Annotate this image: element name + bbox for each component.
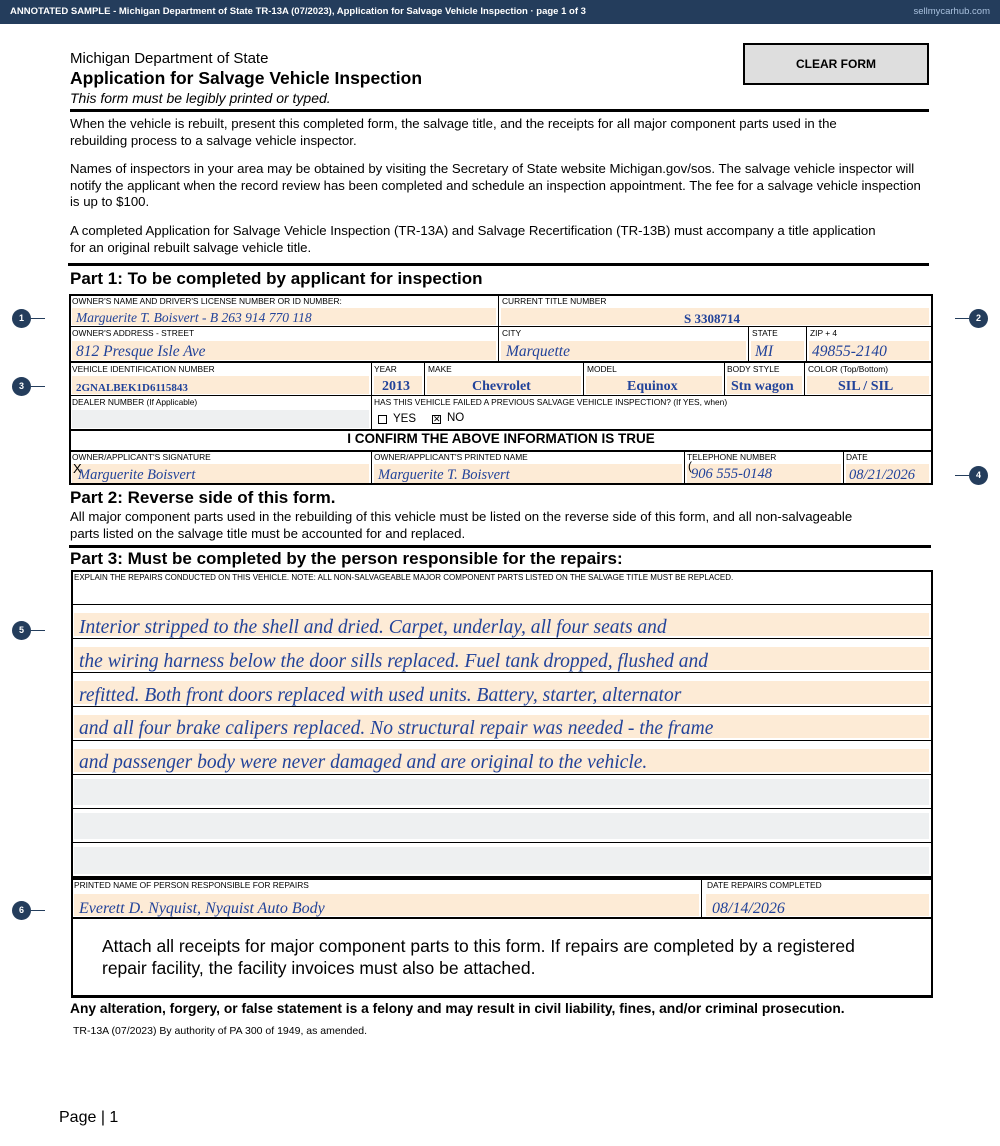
part1-rule xyxy=(68,263,929,266)
annotation-marker-4: 4 xyxy=(969,466,988,485)
vin-label: VEHICLE IDENTIFICATION NUMBER xyxy=(72,364,215,374)
title-number-label: CURRENT TITLE NUMBER xyxy=(502,296,607,306)
clear-form-button[interactable]: CLEAR FORM xyxy=(743,43,929,85)
printed-name-value: Marguerite T. Boisvert xyxy=(378,467,510,483)
telephone-value: 906 555-0148 xyxy=(691,466,772,482)
repair-line-1: Interior stripped to the shell and dried. Carpet, underlay, all four seats and xyxy=(79,617,667,638)
form-subtitle: This form must be legibly printed or typed. xyxy=(70,90,331,106)
repair-line-5: and passenger body were never damaged and are original to the vehicle. xyxy=(79,752,648,773)
year-value: 2013 xyxy=(382,379,410,394)
repair-line-8-field[interactable] xyxy=(74,847,929,874)
state-label: STATE xyxy=(752,328,778,338)
body-style-value: Stn wagon xyxy=(731,379,794,394)
address-value: 812 Presque Isle Ave xyxy=(76,343,206,360)
repair-line-4: and all four brake calipers replaced. No structural repair was needed - the frame xyxy=(79,718,714,739)
signature-label: OWNER/APPLICANT'S SIGNATURE xyxy=(72,452,211,462)
no-checkbox[interactable]: ✕ xyxy=(433,414,441,424)
make-label: MAKE xyxy=(428,364,452,374)
repair-line-6-field[interactable] xyxy=(74,779,929,805)
intro-paragraph-2: Names of inspectors in your area may be obtained by visiting the Secretary of State website Michigan.gov/sos. The salvage vehicle inspector will notify the applicant when the record review has been completed and schedule an inspection appointment. The fee for a salvage vehicle inspection is up to $100. xyxy=(70,161,921,209)
signature-value: Marguerite Boisvert xyxy=(78,467,196,483)
city-label: CITY xyxy=(502,328,522,338)
yes-label: YES xyxy=(393,413,417,425)
header-rule xyxy=(70,109,929,112)
model-value: Equinox xyxy=(627,379,678,394)
intro-paragraph-1: When the vehicle is rebuilt, present this completed form, the salvage title, and the receipts for all major component parts used in the rebuilding process to a salvage vehicle inspector. xyxy=(70,116,837,148)
printed-name-label: OWNER/APPLICANT'S PRINTED NAME xyxy=(374,452,528,462)
responsible-label: PRINTED NAME OF PERSON RESPONSIBLE FOR REPAIRS xyxy=(74,880,309,890)
no-label: NO xyxy=(447,412,465,424)
annotation-marker-3: 3 xyxy=(12,377,31,396)
zip-label: ZIP + 4 xyxy=(810,328,838,338)
yes-checkbox[interactable] xyxy=(378,415,387,424)
telephone-label: TELEPHONE NUMBER xyxy=(687,452,777,462)
annotation-marker-6: 6 xyxy=(12,901,31,920)
explain-label: EXPLAIN THE REPAIRS CONDUCTED ON THIS VEHICLE. NOTE: ALL NON-SALVAGEABLE MAJOR COMPONENT PARTS LISTED ON THE SALVAGE TITLE MUST BE REPLACED. xyxy=(74,573,734,582)
failed-question-label: HAS THIS VEHICLE FAILED A PREVIOUS SALVAGE VEHICLE INSPECTION? (If YES, when) xyxy=(374,397,728,407)
repair-line-7-field[interactable] xyxy=(74,813,929,839)
attach-notice: Attach all receipts for major component parts to this form. If repairs are completed by a registered repair facility, the facility invoices must also be attached. xyxy=(102,936,855,978)
annotation-marker-1: 1 xyxy=(12,309,31,328)
dealer-label: DEALER NUMBER (If Applicable) xyxy=(72,397,198,407)
intro-paragraph-3: A completed Application for Salvage Vehicle Inspection (TR-13A) and Salvage Recertification (TR-13B) must accompany a title application for an original rebuilt salvage vehicle title. xyxy=(70,223,876,255)
color-label: COLOR (Top/Bottom) xyxy=(808,364,889,374)
vin-value: 2GNALBEK1D6115843 xyxy=(76,382,188,394)
banner-source: sellmycarhub.com xyxy=(913,6,990,17)
model-label: MODEL xyxy=(587,364,617,374)
signature-x: X xyxy=(73,461,82,476)
state-value: MI xyxy=(755,343,774,360)
date-value: 08/21/2026 xyxy=(849,467,916,483)
zip-value: 49855-2140 xyxy=(812,343,887,360)
body-style-label: BODY STYLE xyxy=(727,364,780,374)
color-value: SIL / SIL xyxy=(838,379,894,394)
form-id: TR-13A (07/2023) By authority of PA 300 of 1949, as amended. xyxy=(73,1025,367,1037)
phone-paren: ( xyxy=(688,459,692,473)
year-label: YEAR xyxy=(374,364,397,374)
date-repairs-label: DATE REPAIRS COMPLETED xyxy=(707,880,822,890)
date-label: DATE xyxy=(846,452,868,462)
form-title: Application for Salvage Vehicle Inspection xyxy=(70,68,423,88)
banner-title: ANNOTATED SAMPLE - Michigan Department of State TR-13A (07/2023), Application for Salvage Vehicle Inspection · page 1 of 3 xyxy=(10,6,586,17)
part3-rule xyxy=(69,545,931,548)
agency-name: Michigan Department of State xyxy=(70,50,269,67)
repair-line-3: refitted. Both front doors replaced with used units. Battery, starter, alternator xyxy=(79,685,682,706)
part2-heading: Part 2: Reverse side of this form. xyxy=(70,488,336,507)
make-value: Chevrolet xyxy=(472,379,531,394)
part2-text: All major component parts used in the rebuilding of this vehicle must be listed on the reverse side of this form, and all non-salvageable parts listed on the salvage title must be accounted for and replaced. xyxy=(70,509,853,541)
page-number: Page | 1 xyxy=(59,1109,119,1126)
city-value: Marquette xyxy=(506,343,570,360)
part1-heading: Part 1: To be completed by applicant for inspection xyxy=(70,269,483,288)
part3-heading: Part 3: Must be completed by the person responsible for the repairs: xyxy=(70,549,623,568)
owner-name-label: OWNER'S NAME AND DRIVER'S LICENSE NUMBER OR ID NUMBER: xyxy=(72,296,342,306)
confirm-banner: I CONFIRM THE ABOVE INFORMATION IS TRUE xyxy=(347,431,655,446)
owner-name-value: Marguerite T. Boisvert - B 263 914 770 118 xyxy=(76,310,312,325)
address-label: OWNER'S ADDRESS - STREET xyxy=(72,328,195,338)
dealer-field[interactable] xyxy=(72,410,369,428)
felony-warning: Any alteration, forgery, or false statement is a felony and may result in civil liability, fines, and/or criminal prosecution. xyxy=(70,1001,845,1016)
annotation-marker-2: 2 xyxy=(969,309,988,328)
repair-line-2: the wiring harness below the door sills replaced. Fuel tank dropped, flushed and xyxy=(79,651,708,672)
annotation-banner xyxy=(0,0,1000,24)
annotation-marker-5: 5 xyxy=(12,621,31,640)
title-number-value: S 3308714 xyxy=(684,311,740,326)
responsible-value: Everett D. Nyquist, Nyquist Auto Body xyxy=(79,900,325,917)
date-repairs-value: 08/14/2026 xyxy=(712,900,785,917)
